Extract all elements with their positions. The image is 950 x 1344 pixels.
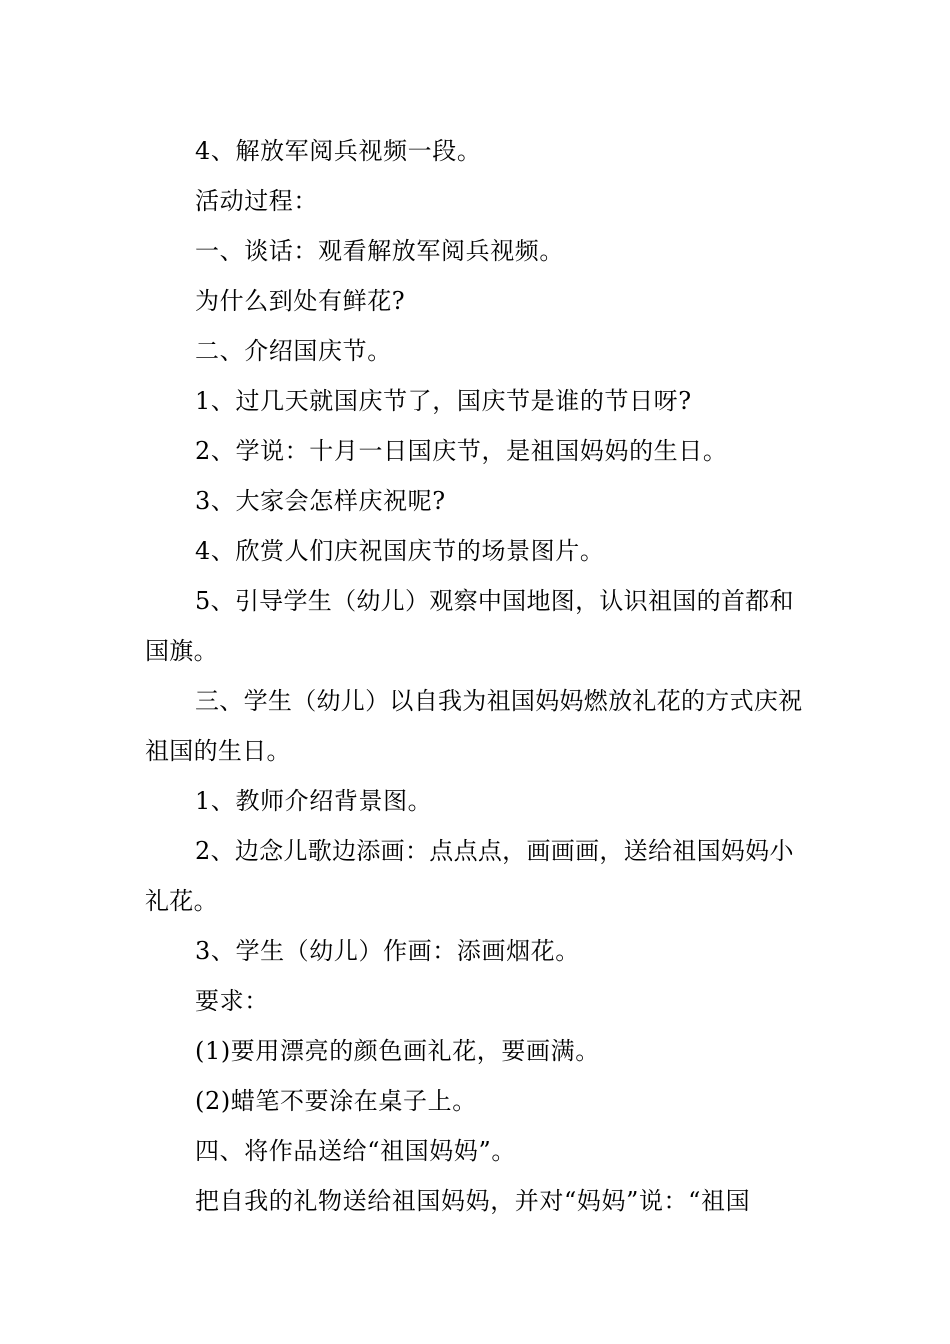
paragraph-step-3-item-3: 3、学生（幼儿）作画：添画烟花。 (195, 937, 580, 965)
paragraph-step-2-item-5: 5、引导学生（幼儿）观察中国地图，认识祖国的首都和国旗。 (145, 587, 794, 665)
paragraph-requirement-1: (1)要用漂亮的颜色画礼花，要画满。 (195, 1037, 600, 1065)
paragraph-step-3-item-2: 2、边念儿歌边添画：点点点，画画画，送给祖国妈妈小礼花。 (145, 837, 794, 915)
paragraph-step-4-heading: 四、将作品送给“祖国妈妈”。 (195, 1137, 516, 1165)
paragraph-materials-4: 4、解放军阅兵视频一段。 (195, 137, 482, 165)
paragraph-question-flowers: 为什么到处有鲜花? (195, 287, 406, 315)
paragraph-requirements-heading: 要求： (195, 987, 269, 1015)
paragraph-step-3-item-1: 1、教师介绍背景图。 (195, 787, 433, 815)
paragraph-step-1-heading: 一、谈话：观看解放军阅兵视频。 (195, 237, 564, 265)
paragraph-requirement-2: (2)蜡笔不要涂在桌子上。 (195, 1087, 477, 1115)
paragraph-step-2-item-3: 3、大家会怎样庆祝呢? (195, 487, 446, 515)
paragraph-step-2-item-4: 4、欣赏人们庆祝国庆节的场景图片。 (195, 537, 605, 565)
paragraph-step-2-item-2: 2、学说：十月一日国庆节，是祖国妈妈的生日。 (195, 437, 728, 465)
paragraph-step-2-item-1: 1、过几天就国庆节了，国庆节是谁的节日呀? (195, 387, 692, 415)
paragraph-step-2-heading: 二、介绍国庆节。 (195, 337, 392, 365)
paragraph-step-4-text: 把自我的礼物送给祖国妈妈，并对“妈妈”说：“祖国 (195, 1187, 751, 1215)
document-body (145, 126, 805, 1226)
paragraph-process-heading: 活动过程： (195, 187, 318, 215)
paragraph-step-3-heading: 三、学生（幼儿）以自我为祖国妈妈燃放礼花的方式庆祝祖国的生日。 (145, 687, 803, 765)
